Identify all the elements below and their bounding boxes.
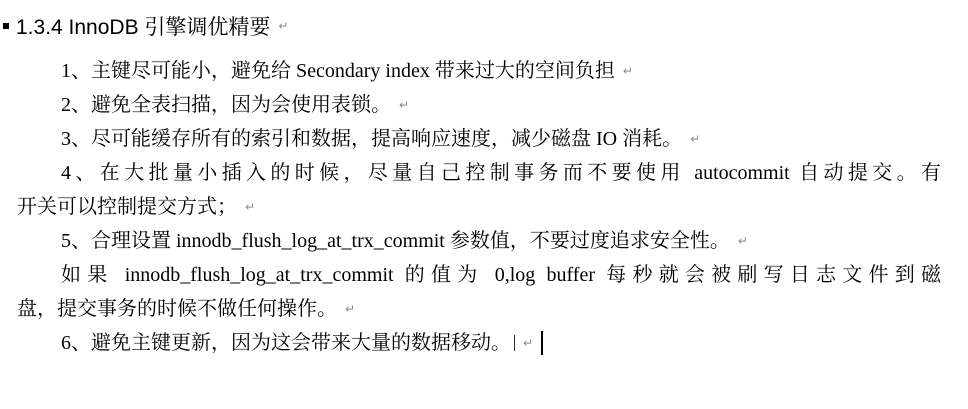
document-body[interactable] [17, 54, 947, 360]
paragraph-line [17, 258, 941, 292]
paragraph-line [17, 326, 947, 360]
paragraph-text: 盘，提交事务的时候不做任何操作。 [17, 298, 337, 320]
section-heading [0, 10, 288, 42]
paragraph-line [17, 190, 947, 224]
paragraph-text: 2、避免全表扫描，因为会使用表锁。 [61, 94, 391, 116]
ibeam-cursor-icon [514, 335, 515, 351]
paragraph-line [17, 54, 947, 88]
paragraph-mark-icon: ↵ [523, 336, 534, 350]
paragraph-text: 3、尽可能缓存所有的索引和数据，提高响应速度，减少磁盘 IO 消耗。 [61, 128, 683, 150]
paragraph-text: 开关可以控制提交方式； [17, 196, 237, 218]
paragraph-line [17, 88, 947, 122]
text-caret [541, 331, 543, 355]
paragraph-mark-icon: ↵ [399, 98, 410, 112]
paragraph-mark-icon: ↵ [278, 19, 289, 33]
paragraph-line [17, 224, 947, 258]
heading-bullet-icon [3, 23, 9, 29]
paragraph-text: 6、避免主键更新，因为这会带来大量的数据移动。 [61, 332, 511, 354]
paragraph-line [17, 122, 947, 156]
paragraph-text: 如果 innodb_flush_log_at_trx_commit 的值为 0,log buffer 每秒就会被刷写日志文件到磁 [61, 264, 941, 286]
heading-text: 1.3.4 InnoDB 引擎调优精要 [16, 16, 271, 39]
paragraph-text: 4、在大批量小插入的时候，尽量自己控制事务而不要使用 autocommit 自动提交。有 [61, 162, 941, 184]
paragraph-mark-icon: ↵ [345, 302, 356, 316]
paragraph-line [17, 292, 947, 326]
paragraph-mark-icon: ↵ [690, 132, 701, 146]
paragraph-text: 5、合理设置 innodb_flush_log_at_trx_commit 参数值，不要过度追求安全性。 [61, 230, 730, 252]
paragraph-mark-icon: ↵ [622, 64, 633, 78]
paragraph-text: 1、主键尽可能小，避免给 Secondary index 带来过大的空间负担 [61, 60, 615, 82]
paragraph-mark-icon: ↵ [737, 234, 748, 248]
paragraph-line [17, 156, 941, 190]
paragraph-mark-icon: ↵ [245, 200, 256, 214]
